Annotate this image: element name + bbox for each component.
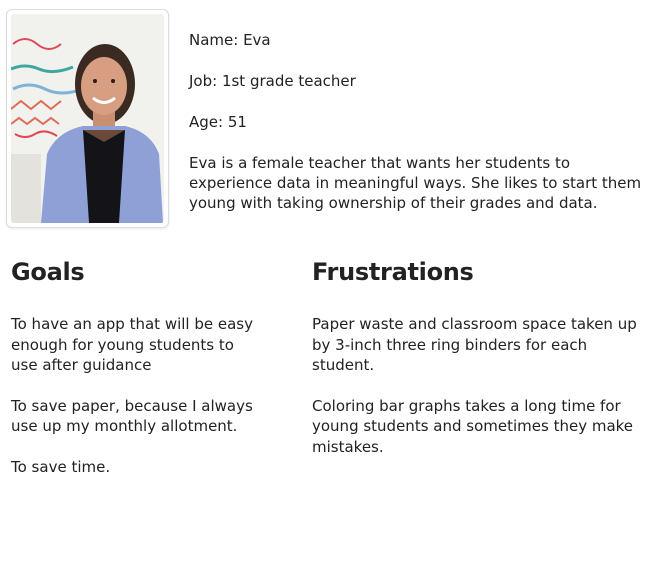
persona-age: Age: 51 [189,113,247,131]
goals-list [11,314,261,477]
persona-photo [6,9,169,228]
frustrations-list [312,314,652,457]
goals-section [11,258,261,497]
frustration-item: Paper waste and classroom space taken up by 3-inch three ring binders for each student. [312,315,637,374]
frustrations-section [312,258,652,477]
goals-heading: Goals [11,258,85,286]
persona-bio: Eva is a female teacher that wants her students to experience data in meaningful ways. She likes to start them young with taking ownership of their grades and data. [189,154,642,212]
frustration-item: Coloring bar graphs takes a long time for young students and sometimes they make mistakes. [312,396,634,456]
persona-name: Name: Eva [189,31,271,49]
goal-item: To save time. [11,457,111,476]
persona-job: Job: 1st grade teacher [189,72,356,90]
person-photo-icon [11,14,164,223]
goal-item: To have an app that will be easy enough for young students to use after guidance [11,315,253,374]
frustrations-heading: Frustrations [312,258,474,286]
persona-details [189,30,654,213]
goal-item: To save paper, because I always use up my monthly allotment. [11,396,253,435]
